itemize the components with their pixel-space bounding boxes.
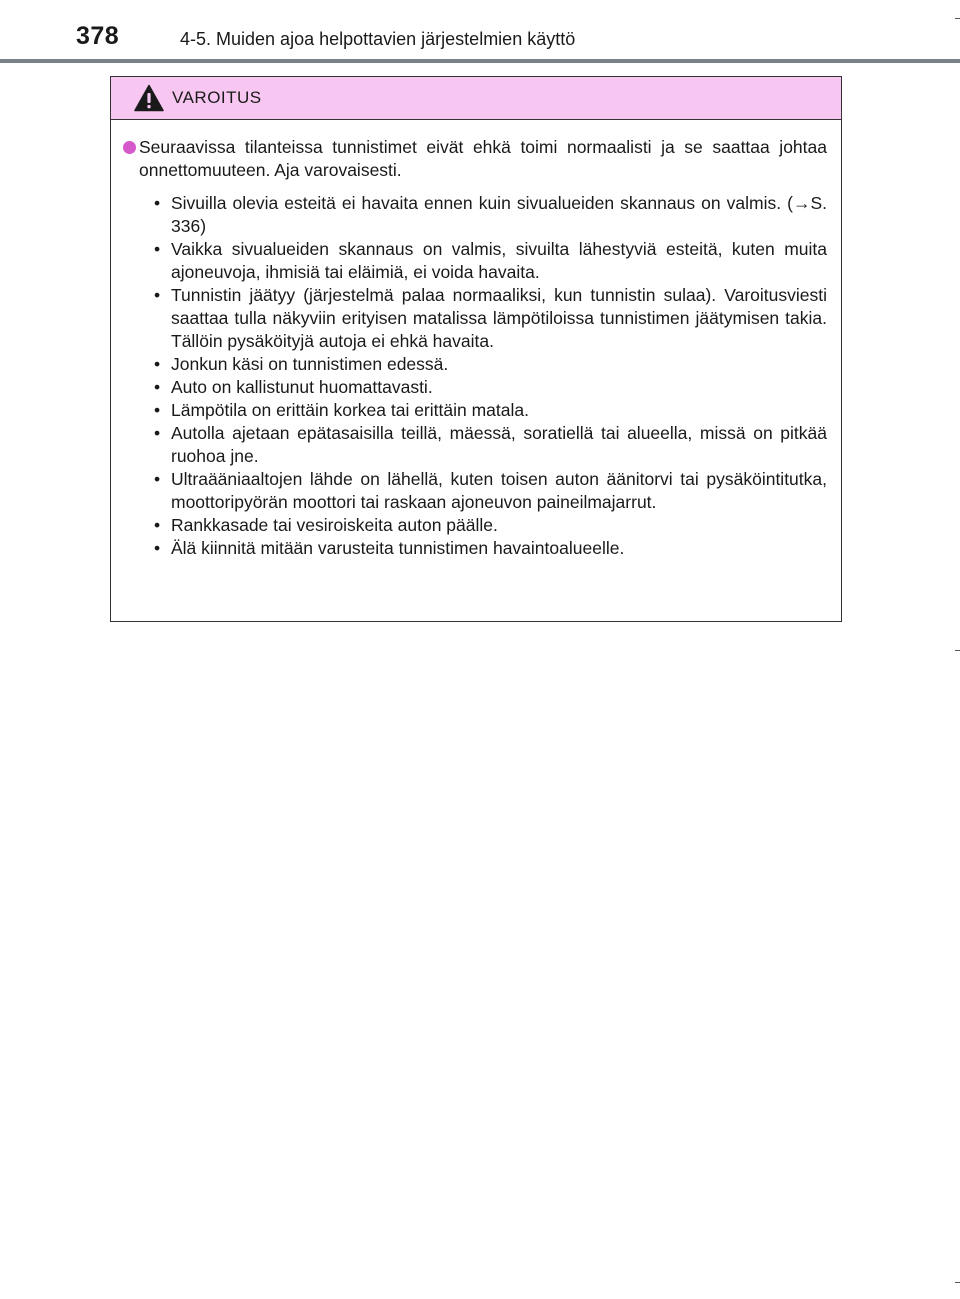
warning-lead-paragraph (139, 136, 827, 182)
list-item: • Autolla ajetaan epätasaisilla teillä, mäessä, soratiellä tai alueella, missä on pitkää ruohoa jne. (154, 422, 827, 468)
warning-title: VAROITUS (172, 88, 262, 107)
page-header (0, 0, 960, 62)
list-item: • Tunnistin jäätyy (järjestelmä palaa normaaliksi, kun tunnistin sulaa). Varoitusviesti saattaa tulla näkyviin erityisen matalissa lämpötiloissa tunnistimen jäätymisen takia. Tällöin pysäköityjä autoja ei ehkä havaita. (154, 284, 827, 353)
warning-triangle-icon (134, 84, 164, 112)
header-rule (0, 59, 960, 63)
list-item: • Jonkun käsi on tunnistimen edessä. (154, 353, 827, 376)
list-item: • Älä kiinnitä mitään varusteita tunnistimen havaintoalueelle. (154, 537, 827, 560)
pink-bullet-icon (123, 141, 136, 154)
warning-condition-list (154, 192, 827, 560)
section-title: 4-5. Muiden ajoa helpottavien järjestelmien käyttö (180, 29, 576, 49)
list-item: • Auto on kallistunut huomattavasti. (154, 376, 827, 399)
list-item: • Rankkasade tai vesiroiskeita auton päälle. (154, 514, 827, 537)
warning-box (110, 76, 842, 622)
list-item: • Vaikka sivualueiden skannaus on valmis, sivuilta lähestyviä esteitä, kuten muita ajoneuvoja, ihmisiä tai eläimiä, ei voida havaita. (154, 238, 827, 284)
crop-mark (955, 18, 960, 19)
list-item: • Ultraääniaaltojen lähde on lähellä, kuten toisen auton äänitorvi tai pysäköintitutka, moottoripyörän moottori tai raskaan ajoneuvon paineilmajarrut. (154, 468, 827, 514)
list-item: • Sivuilla olevia esteitä ei havaita ennen kuin sivualueiden skannaus on valmis. (→S. 336) (154, 192, 827, 238)
warning-header (111, 77, 841, 120)
warning-lead-text: Seuraavissa tilanteissa tunnistimet eivät ehkä toimi normaalisti ja se saattaa johtaa onnettomuuteen. Aja varovaisesti. (139, 137, 827, 180)
page-number: 378 (76, 22, 120, 50)
list-item: • Lämpötila on erittäin korkea tai erittäin matala. (154, 399, 827, 422)
crop-mark (955, 1282, 960, 1283)
crop-mark (955, 650, 960, 651)
